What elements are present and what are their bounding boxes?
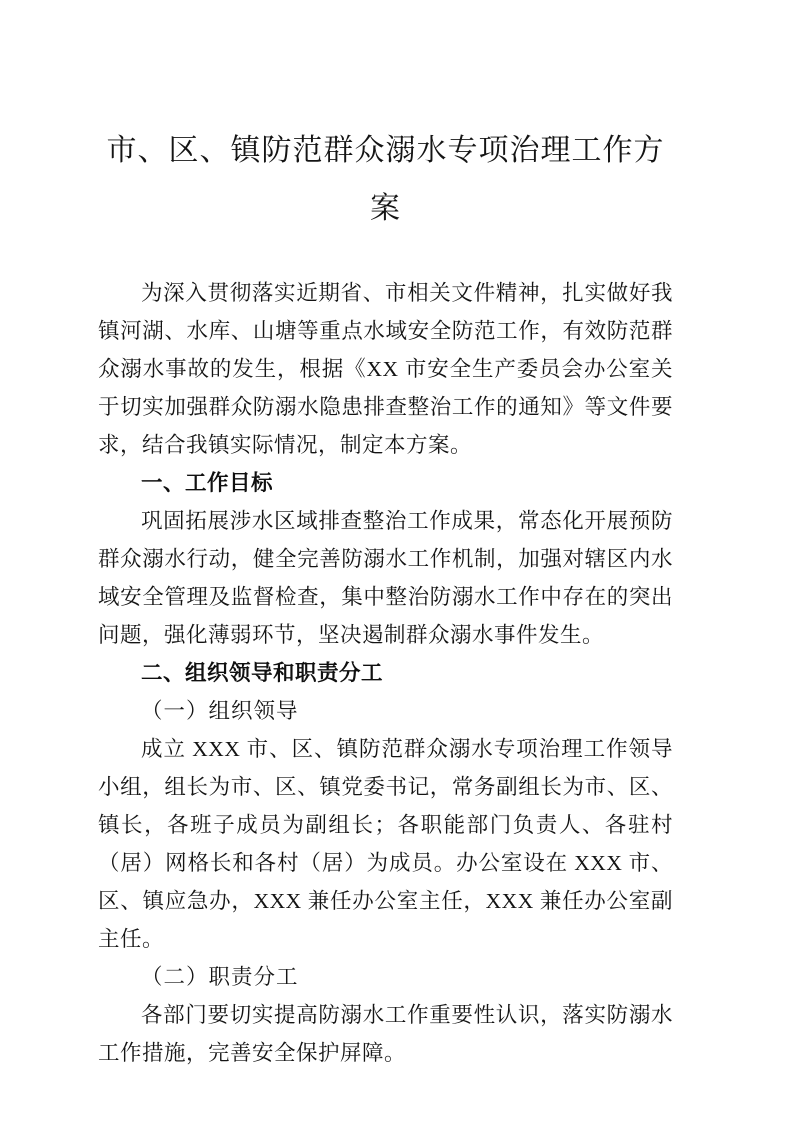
- subsection-heading-duty-division: （二）职责分工: [141, 965, 299, 989]
- section-heading-organization-and-duties: 二、组织领导和职责分工: [141, 661, 384, 685]
- document-title-line-2: 案: [370, 192, 401, 225]
- work-goals-paragraph: 巩固拓展涉水区域排查整治工作成果，常态化开展预防群众溺水行动，健全完善防溺水工作机制，加强对辖区内水域安全管理及监督检查，集中整治防溺水工作中存在的突出问题，强化薄弱环节，坚决遏制群众溺水事件发生。: [98, 509, 673, 647]
- document-title-line-1: 市、区、镇防范群众溺水专项治理工作方: [106, 134, 665, 167]
- organization-leadership-paragraph: 成立 XXX 市、区、镇防范群众溺水专项治理工作领导小组，组长为市、区、镇党委书记，常务副组长为市、区、镇长，各班子成员为副组长；各职能部门负责人、各驻村（居）网格长和各村（居）为成员。办公室设在 XXX 市、区、镇应急办，XXX 兼任办公室主任，XXX 兼任办公室副主任。: [98, 737, 673, 951]
- section-heading-work-goals: 一、工作目标: [141, 471, 274, 495]
- subsection-heading-organization-leadership: （一）组织领导: [141, 699, 299, 723]
- duty-division-paragraph: 各部门要切实提高防溺水工作重要性认识，落实防溺水工作措施，完善安全保护屏障。: [98, 1003, 673, 1065]
- intro-paragraph: 为深入贯彻落实近期省、市相关文件精神，扎实做好我镇河湖、水库、山塘等重点水域安全防范工作，有效防范群众溺水事故的发生，根据《XX 市安全生产委员会办公室关于切实加强群众防溺水隐患排查整治工作的通知》等文件要求，结合我镇实际情况，制定本方案。: [98, 281, 673, 457]
- document-title: [98, 122, 673, 238]
